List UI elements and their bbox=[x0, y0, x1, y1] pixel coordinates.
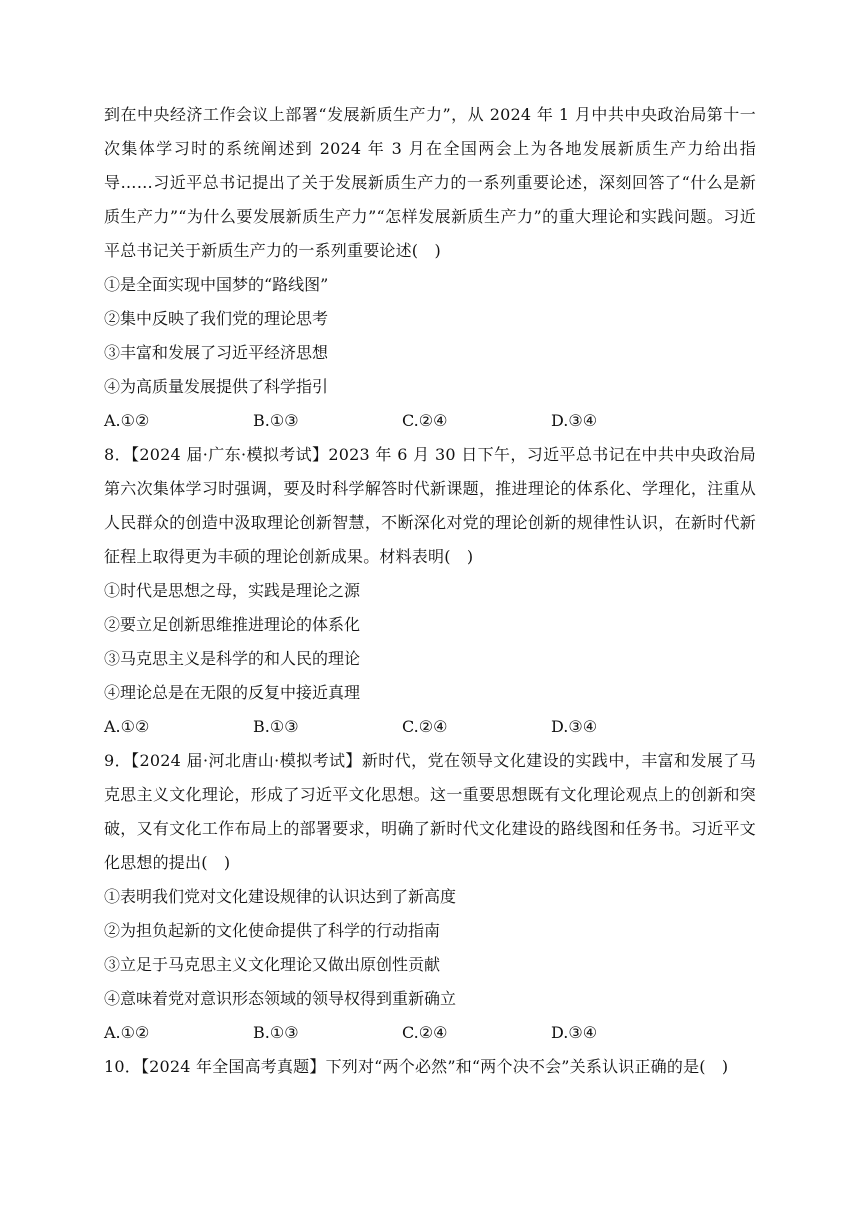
question-7-stem: 到在中央经济工作会议上部署“发展新质生产力”，从 2024 年 1 月中共中央政治局第十一次集体学习时的系统阐述到 2024 年 3 月在全国两会上为各地发展新质生产力给出指导……习近平总书记提出了关于发展新质生产力的一系列重要论述，深刻回答了“什么是新质生产力”“为什么要发展新质生产力”“怎样发展新质生产力”的重大理论和实践问题。习近平总书记关于新质生产力的一系列重要论述( ) bbox=[104, 105, 756, 260]
question-7-option-2: ②集中反映了我们党的理论思考 bbox=[104, 309, 329, 328]
question-9-choices bbox=[104, 1016, 756, 1050]
choice-b: B.①③ bbox=[253, 411, 299, 430]
question-8-option-2: ②要立足创新思维推进理论的体系化 bbox=[104, 615, 361, 634]
choice-a: A.①② bbox=[104, 1023, 150, 1042]
choice-b: B.①③ bbox=[253, 717, 299, 736]
question-7-choices bbox=[104, 404, 756, 438]
question-8-option-1: ①时代是思想之母，实践是理论之源 bbox=[104, 581, 361, 600]
question-9-option-2: ②为担负起新的文化使命提供了科学的行动指南 bbox=[104, 921, 441, 940]
choice-d: D.③④ bbox=[551, 717, 598, 736]
question-8 bbox=[104, 438, 756, 744]
question-9-stem: 9．【2024 届·河北唐山·模拟考试】新时代，党在领导文化建设的实践中，丰富和发展了马克思主义文化理论，形成了习近平文化思想。这一重要思想既有文化理论观点上的创新和突破，又有文化工作布局上的部署要求，明确了新时代文化建设的路线图和任务书。习近平文化思想的提出( ) bbox=[104, 751, 756, 872]
question-9-option-1: ①表明我们党对文化建设规律的认识达到了新高度 bbox=[104, 887, 457, 906]
question-9 bbox=[104, 744, 756, 1050]
question-8-stem: 8．【2024 届·广东·模拟考试】2023 年 6 月 30 日下午，习近平总书记在中共中央政治局第六次集体学习时强调，要及时科学解答时代新课题，推进理论的体系化、学理化，注重从人民群众的创造中汲取理论创新智慧，不断深化对党的理论创新的规律性认识，在新时代新征程上取得更为丰硕的理论创新成果。材料表明( ) bbox=[104, 445, 756, 566]
question-10 bbox=[104, 1050, 756, 1084]
question-10-stem: 10．【2024 年全国高考真题】下列对“两个必然”和“两个决不会”关系认识正确的是( ) bbox=[104, 1057, 729, 1076]
question-7-option-1: ①是全面实现中国梦的“路线图” bbox=[104, 275, 329, 294]
question-8-choices bbox=[104, 710, 756, 744]
choice-c: C.②④ bbox=[402, 411, 448, 430]
choice-a: A.①② bbox=[104, 717, 150, 736]
question-8-option-3: ③马克思主义是科学的和人民的理论 bbox=[104, 649, 361, 668]
choice-c: C.②④ bbox=[402, 717, 448, 736]
question-list bbox=[104, 98, 756, 1084]
choice-a: A.①② bbox=[104, 411, 150, 430]
question-7-option-4: ④为高质量发展提供了科学指引 bbox=[104, 377, 329, 396]
question-8-option-4: ④理论总是在无限的反复中接近真理 bbox=[104, 683, 361, 702]
question-9-option-3: ③立足于马克思主义文化理论又做出原创性贡献 bbox=[104, 955, 441, 974]
question-7 bbox=[104, 98, 756, 438]
question-9-option-4: ④意味着党对意识形态领域的领导权得到重新确立 bbox=[104, 989, 457, 1008]
choice-d: D.③④ bbox=[551, 411, 598, 430]
choice-c: C.②④ bbox=[402, 1023, 448, 1042]
choice-b: B.①③ bbox=[253, 1023, 299, 1042]
choice-d: D.③④ bbox=[551, 1023, 598, 1042]
question-7-option-3: ③丰富和发展了习近平经济思想 bbox=[104, 343, 329, 362]
